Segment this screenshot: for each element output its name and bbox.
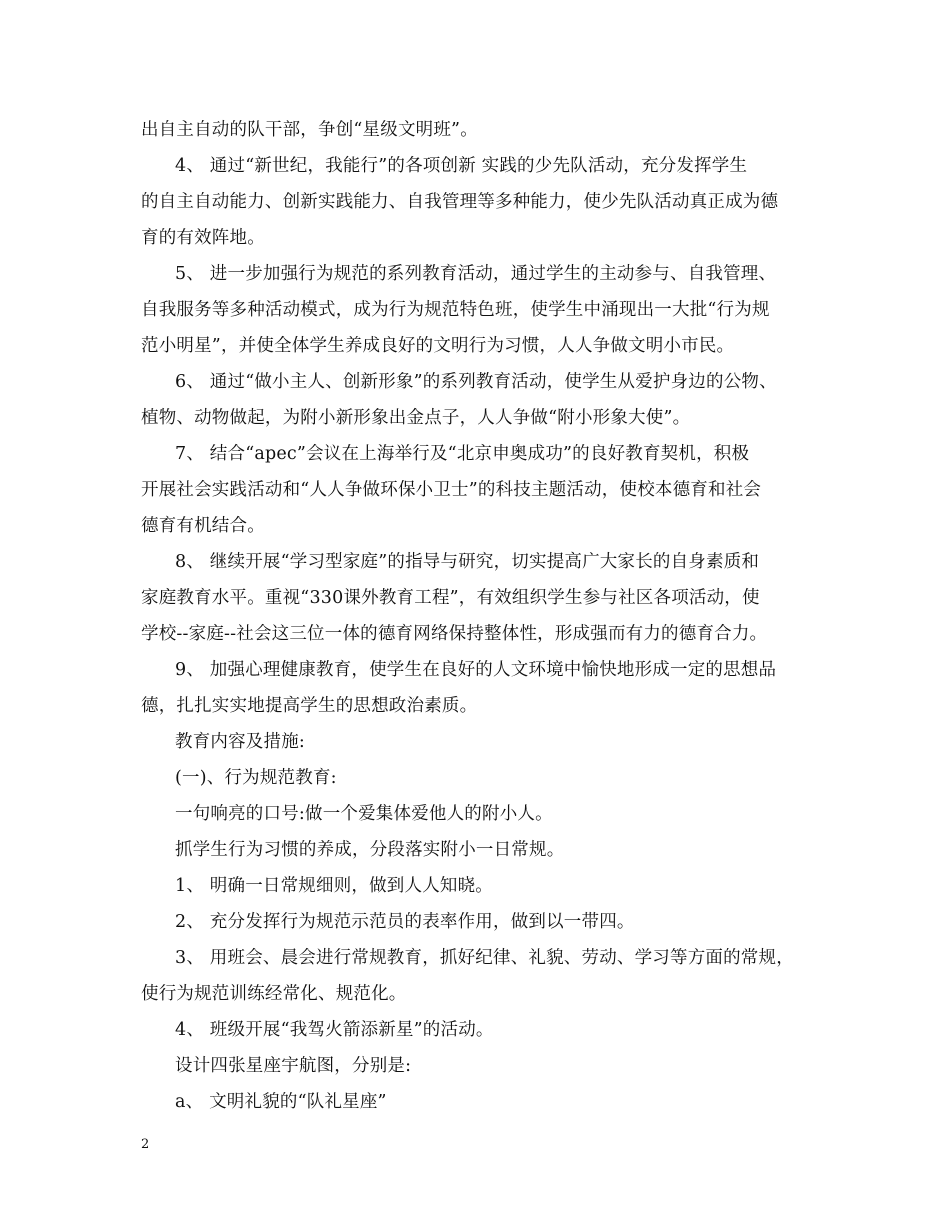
text-line: 6、 通过“做小主人、创新形象”的系列教育活动，使学生从爱护身边的公物、: [175, 372, 777, 392]
text-line: 德育有机结合。: [141, 516, 265, 536]
text-line: 3、 用班会、晨会进行常规教育，抓好纪律、礼貌、劳动、学习等方面的常规，: [175, 948, 794, 968]
text-line: 自我服务等多种活动模式，成为行为规范特色班，使学生中涌现出一大批“行为规: [141, 300, 770, 320]
text-line: 1、 明确一日常规细则，做到人人知晓。: [175, 876, 493, 896]
text-line: 5、 进一步加强行为规范的系列教育活动，通过学生的主动参与、自我管理、: [175, 264, 777, 284]
text-line: 设计四张星座宇航图，分别是:: [175, 1056, 412, 1076]
text-line: 范小明星”，并使全体学生养成良好的文明行为习惯，人人争做文明小市民。: [141, 336, 735, 356]
text-line: 一句响亮的口号:做一个爱集体爱他人的附小人。: [175, 804, 553, 824]
text-line: 使行为规范训练经常化、规范化。: [141, 984, 407, 1004]
text-line: 德，扎扎实实地提高学生的思想政治素质。: [141, 696, 478, 716]
text-line: 育的有效阵地。: [141, 228, 265, 248]
text-line: 4、 班级开展“我驾火箭添新星”的活动。: [175, 1020, 494, 1040]
subsection-heading: (一)、行为规范教育:: [175, 768, 337, 788]
text-line: 抓学生行为习惯的养成，分段落实附小一日常规。: [175, 840, 565, 860]
text-line: 出自主自动的队干部，争创“星级文明班”。: [141, 120, 478, 140]
text-line: 9、 加强心理健康教育，使学生在良好的人文环境中愉快地形成一定的思想品: [175, 660, 777, 680]
text-line: 学校--家庭--社会这三位一体的德育网络保持整体性，形成强而有力的德育合力。: [141, 624, 768, 644]
text-line: 7、 结合“apec”会议在上海举行及“北京申奥成功”的良好教育契机，积极: [175, 444, 750, 464]
text-line: a、 文明礼貌的“队礼星座”: [175, 1092, 387, 1112]
text-line: 的自主自动能力、创新实践能力、自我管理等多种能力，使少先队活动真正成为德: [141, 192, 779, 212]
section-heading: 教育内容及措施:: [175, 732, 305, 752]
text-line: 植物、动物做起，为附小新形象出金点子，人人争做“附小形象大使”。: [141, 408, 691, 428]
text-line: 开展社会实践活动和“人人争做环保小卫士”的科技主题活动，使校本德育和社会: [141, 480, 762, 500]
text-line: 4、 通过“新世纪，我能行”的各项创新 实践的少先队活动，充分发挥学生: [175, 156, 748, 176]
text-line: 2、 充分发挥行为规范示范员的表率作用，做到以一带四。: [175, 912, 635, 932]
text-line: 8、 继续开展“学习型家庭”的指导与研究，切实提高广大家长的自身素质和: [175, 552, 760, 572]
text-line: 家庭教育水平。重视“330课外教育工程”，有效组织学生参与社区各项活动，使: [141, 588, 760, 608]
page-number: 2: [141, 1137, 150, 1152]
